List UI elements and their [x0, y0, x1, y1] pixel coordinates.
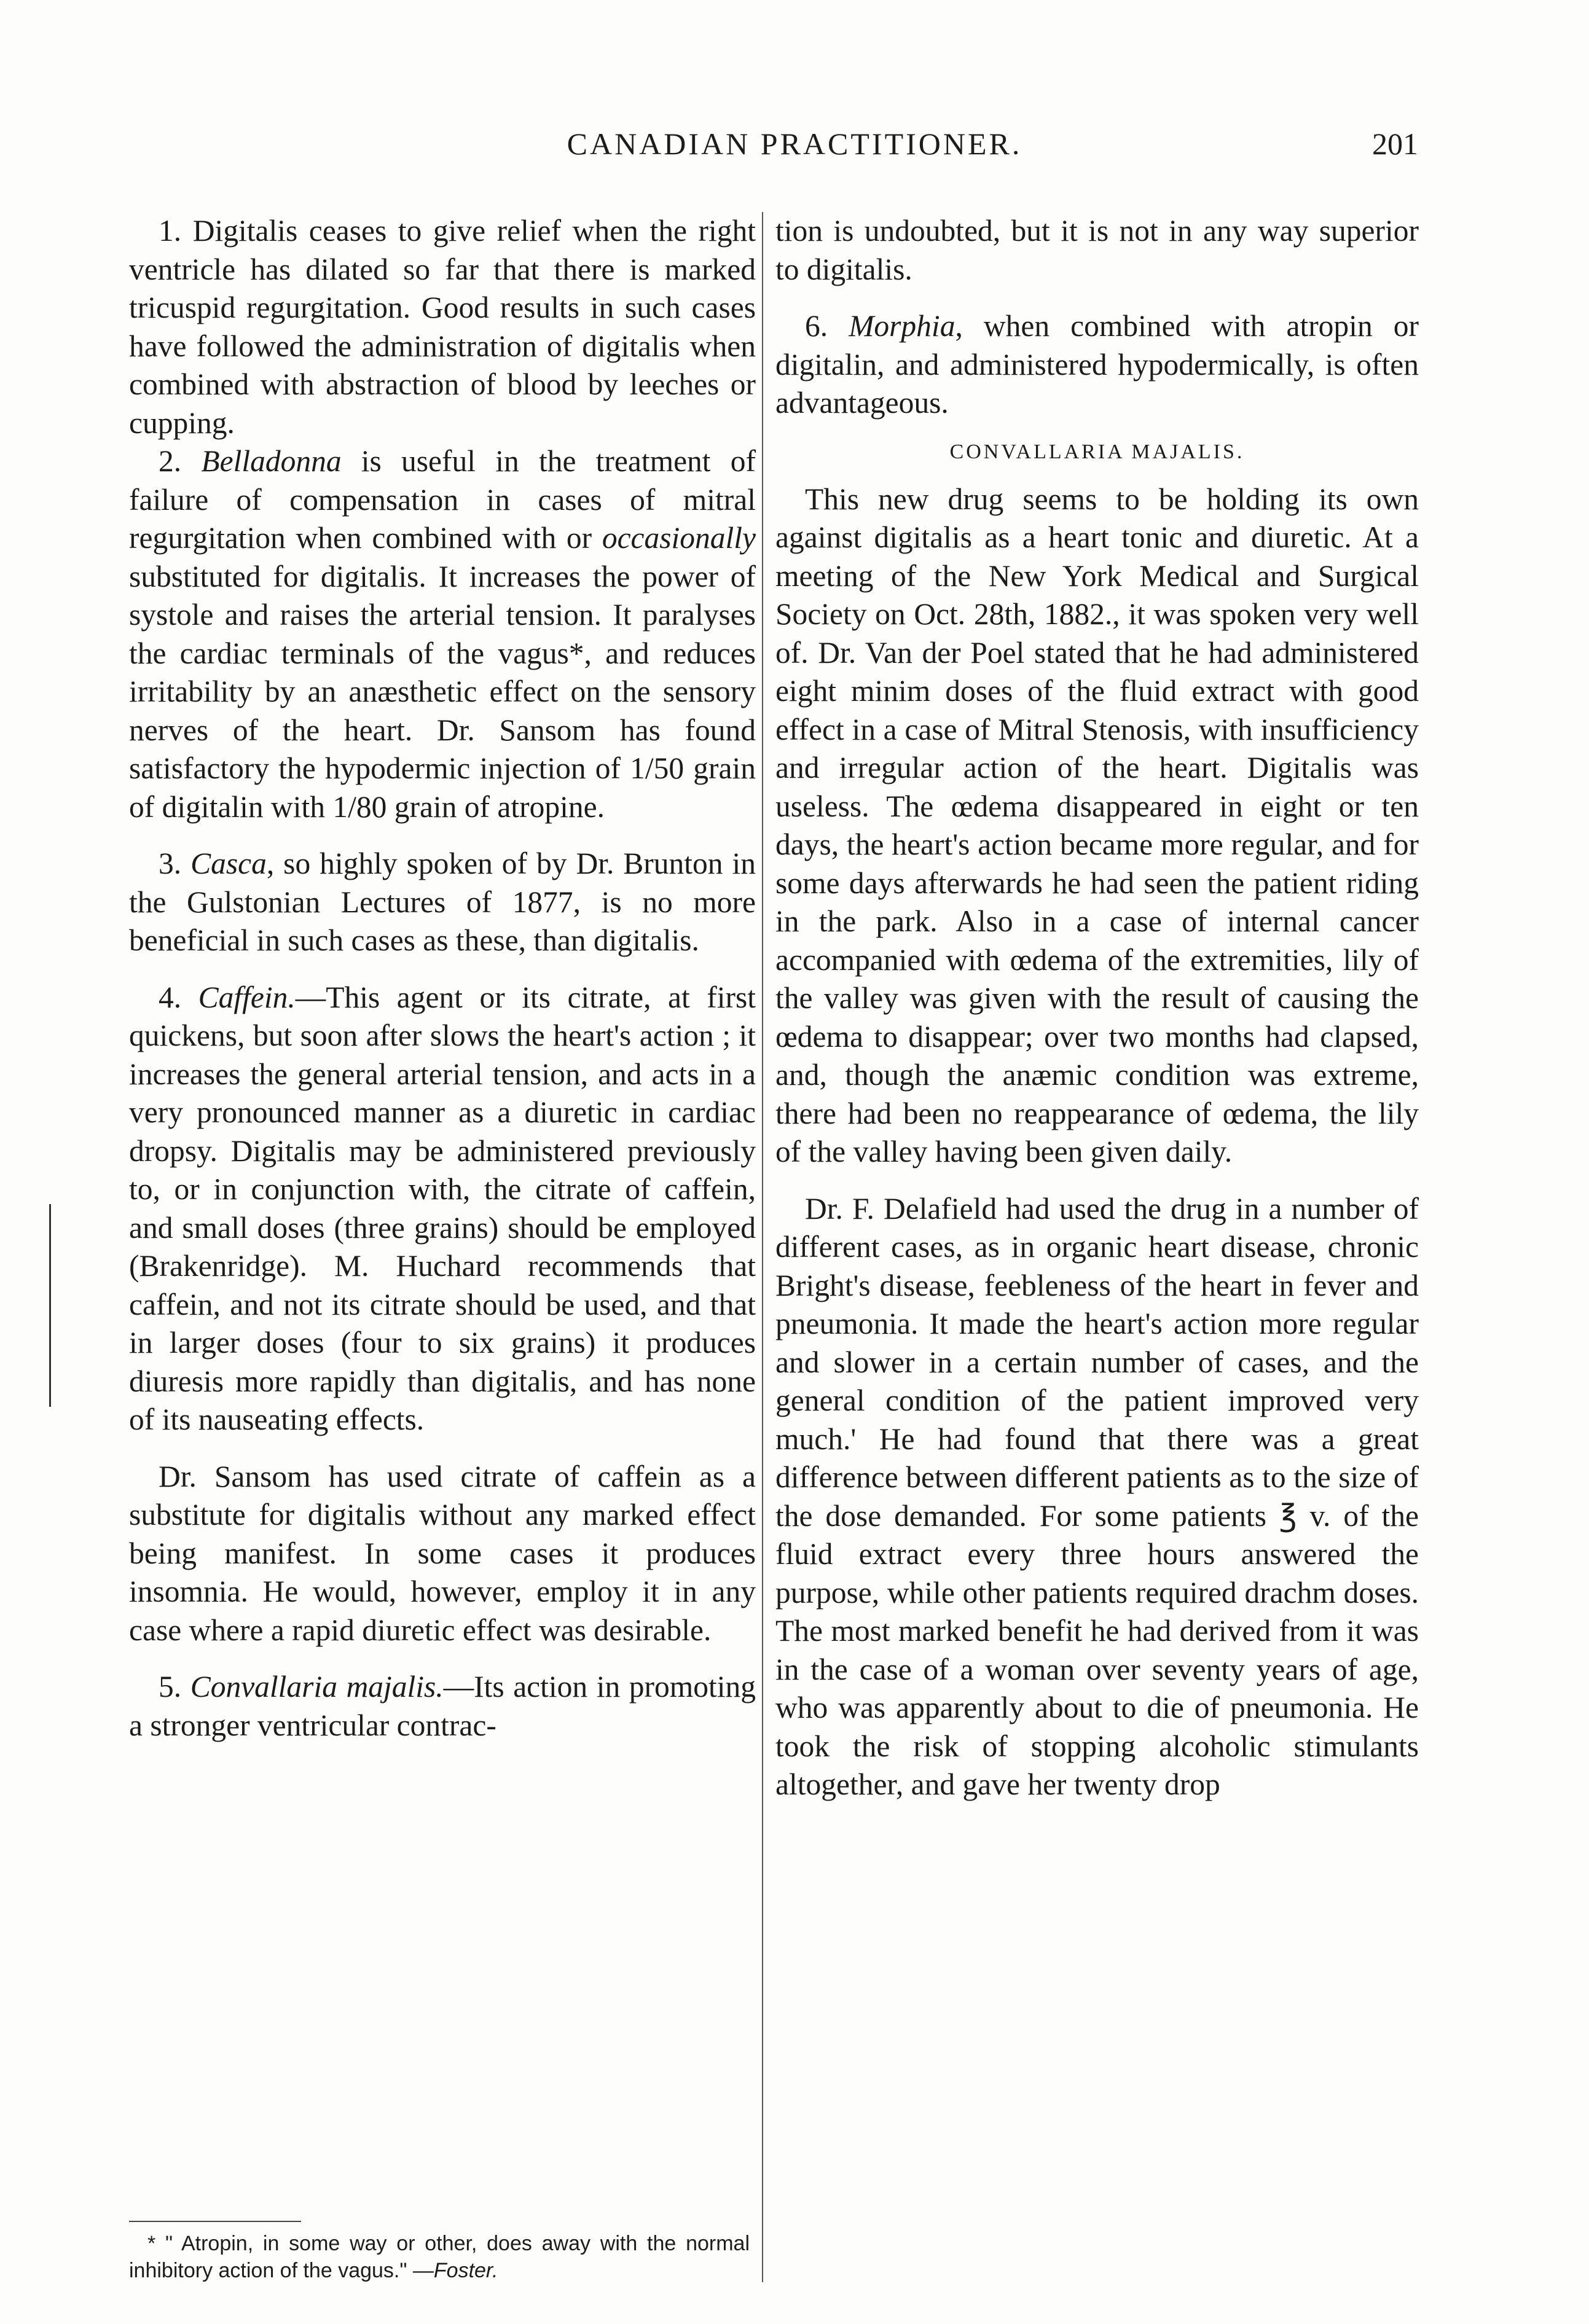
item-number: 1. [159, 214, 182, 248]
item-number: 6. [805, 309, 828, 343]
margin-mark [49, 1204, 55, 1407]
paragraph-text: , when combined with atropin or digitalin, and administered hypodermically, is often advantageous. [775, 309, 1419, 420]
paragraph-text: —This agent or its citrate, at first quickens, but soon after slows the heart's action ; it increases the general arterial tension, and acts in a very pronounced manner as a diuretic in cardiac dropsy. Digitalis may be administered previously to, or in conjunction with, the citrate of caffein, and small doses (three grains) should be employed (Brakenridge). M. Huchard recommends that caffein, and not its citrate should be used, and that in larger doses (four to six grains) it produces diuresis more rapidly than digitalis, and has none of its nauseating effects. [129, 980, 756, 1436]
paragraph-text: is useful in the treatment of failure of compensation in cases of mitral regurgitation when combined with or [129, 444, 756, 555]
footnote [129, 2230, 750, 2284]
paragraph-text: tion is undoubted, but it is not in any way superior to digitalis. [775, 214, 1419, 286]
paragraph-delafield [775, 1190, 1419, 1804]
emphasis-text: occasionally [602, 521, 756, 555]
paragraph-text: —Its action in promoting a stronger ventricular contrac- [129, 1670, 756, 1742]
paragraph-sansom-caffein [129, 1458, 756, 1650]
paragraph-digitalis [129, 212, 756, 442]
column-divider [762, 212, 763, 2282]
drug-name: Caffein. [198, 980, 296, 1014]
item-number: 5. [159, 1670, 182, 1704]
paragraph-text: This new drug seems to be holding its own against digitalis as a heart tonic and diuretic. At a meeting of the New York Medical and Surgical Society on Oct. 28th, 1882., it was spoken very well of. Dr. Van der Poel stated that he had administered eight minim doses of the fluid extract with good effect in a case of Mitral Stenosis, with insufficiency and irregular action of the heart. Digitalis was useless. The œdema disappeared in eight or ten days, the heart's action became more regular, and for some days afterwards he had seen the patient riding in the park. Also in a case of internal cancer accompanied with œdema of the extremities, lily of the valley was given with the result of causing the œdema to disappear; over two months had clapsed, and, though the anæmic condition was extreme, there had been no reappearance of œdema, the lily of the valley having been given daily. [775, 482, 1419, 1168]
section-heading: CONVALLARIA MAJALIS. [949, 440, 1245, 463]
paragraph-new-drug [775, 480, 1419, 1172]
drug-name: Casca [190, 847, 267, 880]
footnote-text: * " Atropin, in some way or other, does away with the normal inhibitory action of the vagus." — [129, 2232, 750, 2282]
paragraph-casca [129, 845, 756, 960]
drug-name: Morphia [849, 309, 955, 343]
left-column [129, 212, 756, 1745]
drug-name: Belladonna [201, 444, 342, 478]
footnote-rule [129, 2221, 301, 2222]
paragraph-continuation [775, 212, 1419, 289]
paragraph-text: Dr. Sansom has used citrate of caffein as a substitute for digitalis without any marked effect being manifest. In some cases it produces insomnia. He would, however, employ it in any case where a rapid diuretic effect was desirable. [129, 1459, 756, 1647]
paragraph-text: Digitalis ceases to give relief when the right ventricle has dilated so far that there is marked tricuspid regurgitation. Good results in such cases have followed the administration of digitalis when combined with abstraction of blood by leeches or cupping. [129, 214, 756, 440]
item-number: 3. [159, 847, 182, 880]
right-column [775, 212, 1419, 1804]
paragraph-morphia [775, 307, 1419, 423]
footnote-citation: Foster. [433, 2259, 498, 2282]
page-number: 201 [1372, 127, 1418, 161]
paragraph-caffein [129, 979, 756, 1439]
item-number: 4. [159, 980, 182, 1014]
journal-title: CANADIAN PRACTITIONER. [567, 127, 1022, 161]
paragraph-convallaria [129, 1668, 756, 1745]
drug-name: Convallaria majalis. [190, 1670, 444, 1704]
paragraph-text: , so highly spoken of by Dr. Brunton in the Gulstonian Lectures of 1877, is no more beneficial in such cases as these, than digitalis. [129, 847, 756, 957]
running-header [0, 126, 1589, 169]
paragraph-text: substituted for digitalis. It increases the power of systole and raises the arterial tension. It paralyses the cardiac terminals of the vagus*, and reduces irritability by an anæsthetic effect on the sensory nerves of the heart. Dr. Sansom has found satisfactory the hypodermic injection of 1/50 grain of digitalin with 1/80 grain of atropine. [129, 559, 756, 824]
item-number: 2. [159, 444, 182, 478]
paragraph-belladonna [129, 442, 756, 826]
paragraph-text: Dr. F. Delafield had used the drug in a number of different cases, as in organic heart disease, chronic Bright's disease, feebleness of the heart in fever and pneumonia. It made the heart's action more regular and slower in a certain number of cases, and the general condition of the patient improved very much.' He had found that there was a great difference between different patients as to the size of the dose demanded. For some patients ℥ v. of the fluid extract every three hours answered the purpose, while other patients required drachm doses. The most marked benefit he had derived from it was in the case of a woman over seventy years of age, who was apparently about to die of pneumonia. He took the risk of stopping alcoholic stimulants altogether, and gave her twenty drop [775, 1191, 1419, 1801]
